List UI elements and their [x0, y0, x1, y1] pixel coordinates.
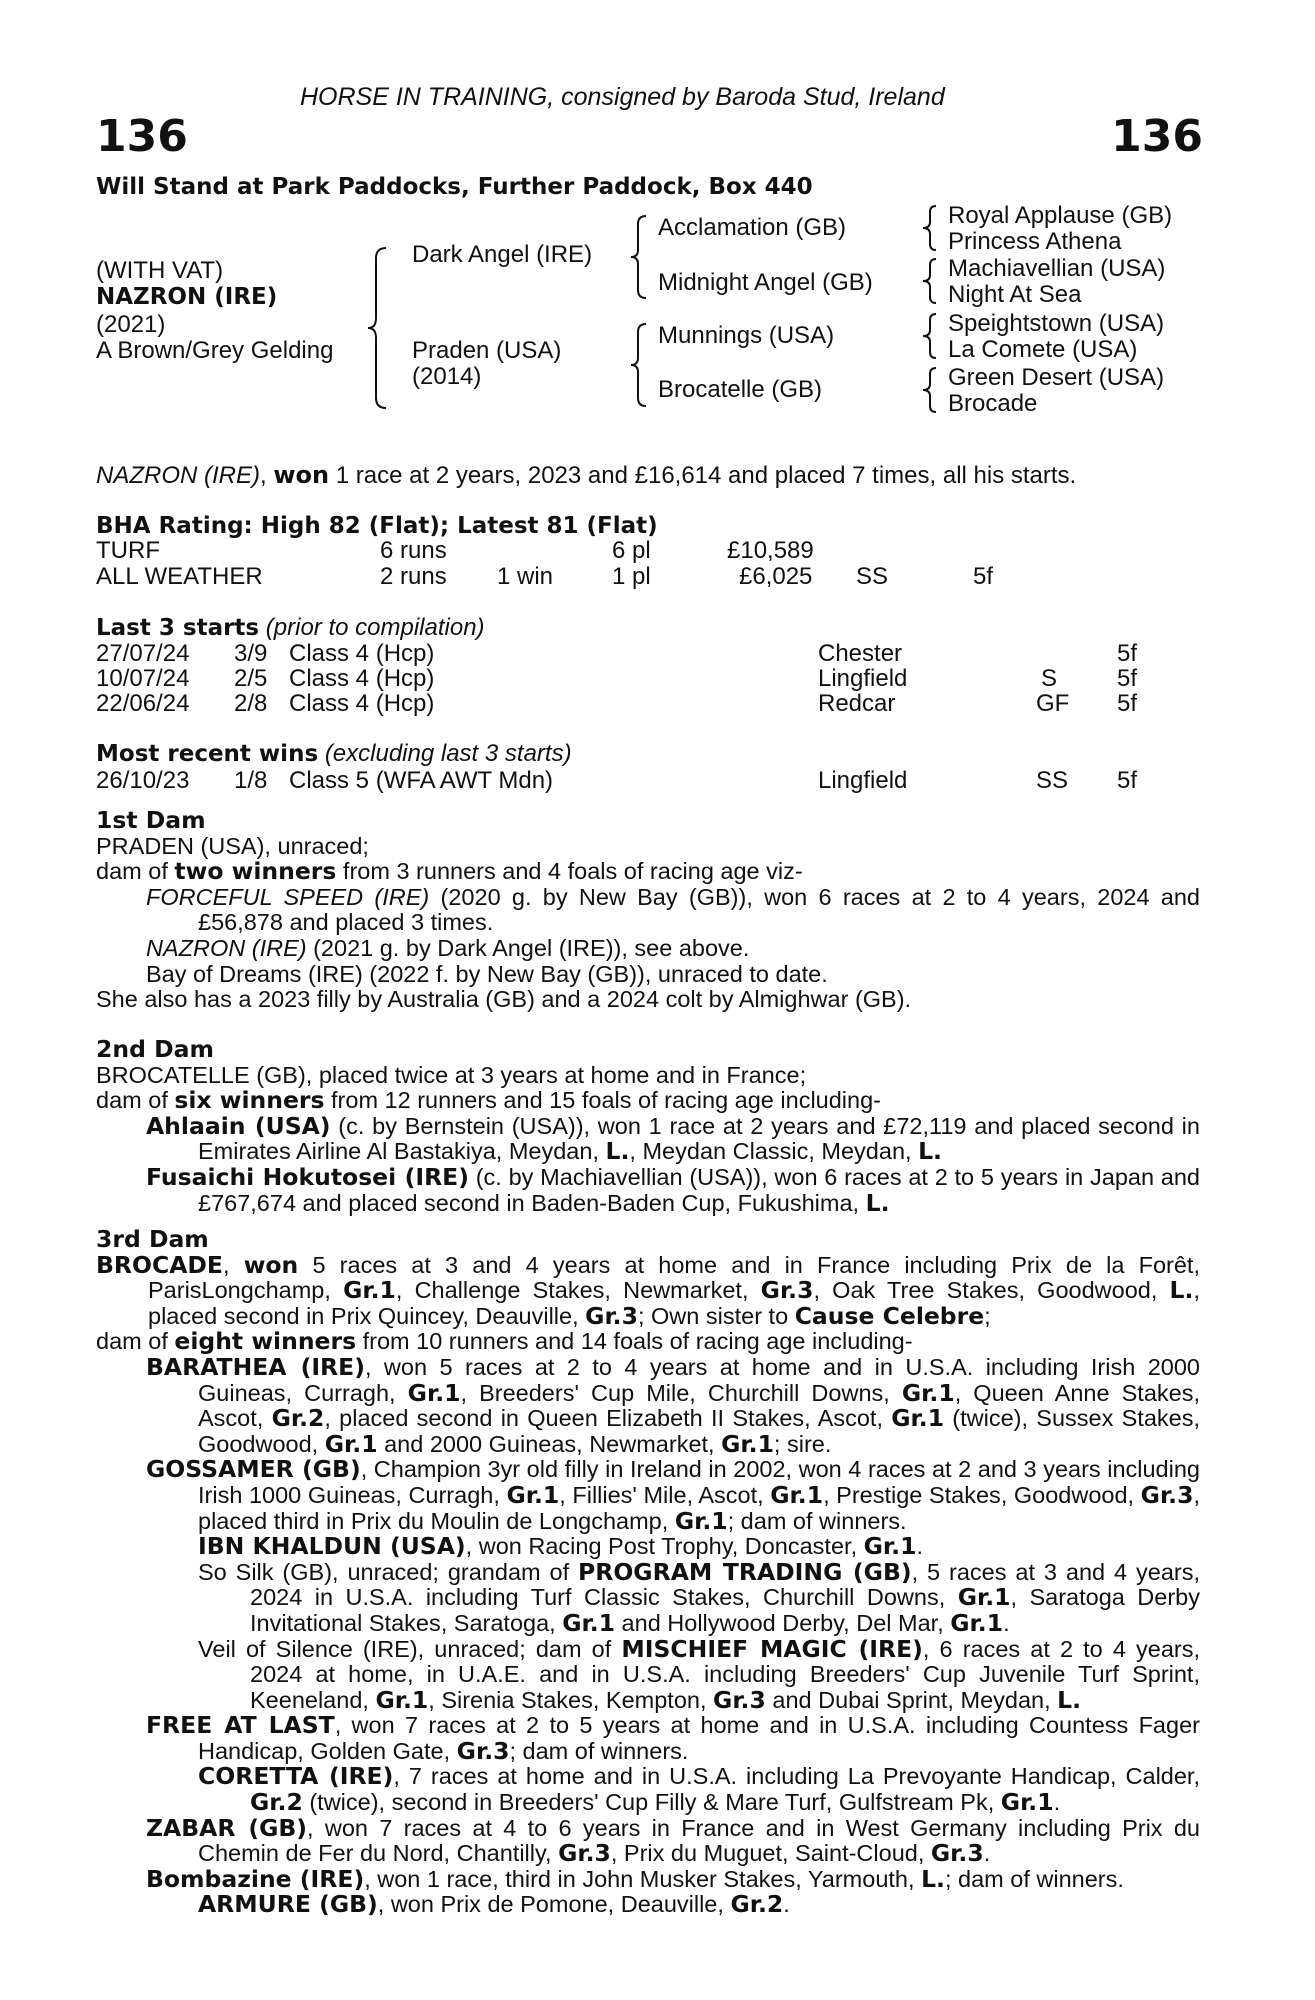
start-going: GF — [1036, 690, 1070, 717]
start-date: 10/07/24 — [96, 665, 190, 692]
pedigree-brace-gen4-4 — [920, 365, 940, 415]
third-dam-grand-progeny: Veil of Silence (IRE), unraced; dam of MISCHIEF MAGIC (IRE), 6 races at 2 to 4 years, 2024 at home, in U.A.E. and in U.S.A. including Breeders' Cup Juvenile Turf Sprint, Keeneland, Gr.1, Sirenia Stakes, Kempton, Gr.3 and Dubai Sprint, Meydan, L. — [198, 1634, 1200, 1714]
third-dam-progeny: GOSSAMER (GB), Champion 3yr old filly in Ireland in 2002, won 4 races at 2 and 3 years including Irish 1000 Guineas, Curragh, Gr.1, Fillies' Mile, Ascot, Gr.1, Prestige Stakes, Goodwood, Gr.3, placed third in Prix du Moulin de Longchamp, Gr.1; dam of winners. — [146, 1455, 1200, 1535]
horse-description: A Brown/Grey Gelding — [96, 337, 334, 364]
pedigree-dam-year: (2014) — [412, 363, 482, 390]
pedigree-dam-sire: Munnings (USA) — [658, 322, 835, 349]
pedigree-dam-dam: Brocatelle (GB) — [658, 376, 823, 403]
pedigree-brace-gen4-1 — [920, 203, 940, 253]
rating-wins: 1 win — [497, 563, 554, 590]
second-dam-section — [96, 1037, 1200, 1216]
third-dam-section — [96, 1227, 1200, 1918]
first-dam-heading: 1st Dam — [96, 806, 206, 834]
pedigree-sire-dam: Midnight Angel (GB) — [658, 269, 873, 296]
lot-number-right: 136 — [1111, 111, 1203, 162]
start-course: Redcar — [818, 690, 896, 717]
summary-text: 1 race at 2 years, 2023 and £16,614 and placed 7 times, all his starts. — [329, 462, 1077, 489]
rating-placed: 1 pl — [612, 563, 651, 590]
stand-location: Will Stand at Park Paddocks, Further Paddock, Box 440 — [96, 174, 813, 200]
last3-title: Last 3 starts — [96, 615, 260, 641]
first-dam-line: PRADEN (USA), unraced; — [96, 832, 369, 859]
start-course: Chester — [818, 640, 903, 667]
race-summary: NAZRON (IRE), won 1 race at 2 years, 2023 and £16,614 and placed 7 times, all his starts. — [96, 461, 1077, 489]
third-dam-grand-progeny: CORETTA (IRE), 7 races at home and in U.S.A. including La Prevoyante Handicap, Calder, Gr.2 (twice), second in Breeders' Cup Filly & Mare Turf, Gulfstream Pk, Gr.1. — [198, 1762, 1200, 1817]
recent-wins-title: Most recent wins — [96, 741, 319, 767]
lot-number-left: 136 — [96, 111, 188, 162]
pedigree-gen4-1: Royal Applause (GB) — [948, 202, 1173, 229]
second-dam-progeny: Ahlaain (USA) (c. by Bernstein (USA)), won 1 race at 2 years and £72,119 and placed second in Emirates Airline Al Bastakiya, Meydan, L., Meydan Classic, Meydan, L. — [146, 1111, 1200, 1166]
rating-money: £10,589 — [727, 537, 814, 564]
third-dam-grand-progeny: So Silk (GB), unraced; grandam of PROGRAM TRADING (GB), 5 races at 3 and 4 years, 2024 in U.S.A. including Turf Classic Stakes, Churchill Downs, Gr.1, Saratoga Derby Invitational Stakes, Saratoga, Gr.1 and Hollywood Derby, Del Mar, Gr.1. — [198, 1557, 1200, 1637]
third-dam-progeny: FREE AT LAST, won 7 races at 2 to 5 years at home and in U.S.A. including Countess Fager Handicap, Golden Gate, Gr.3; dam of winners. — [146, 1711, 1200, 1765]
first-dam-section — [96, 808, 1200, 1013]
rating-runs: 6 runs — [380, 537, 447, 564]
first-dam-note: She also has a 2023 filly by Australia (GB) and a 2024 colt by Almighwar (GB). — [96, 986, 912, 1013]
pedigree-gen4-8: Brocade — [948, 390, 1038, 417]
recent-wins-heading — [96, 741, 572, 767]
start-distance: 5f — [1117, 690, 1138, 717]
third-dam-progeny: Bombazine (IRE), won 1 race, third in John Musker Stakes, Yarmouth, L.; dam of winners. — [146, 1864, 1124, 1893]
pedigree-gen4-3: Machiavellian (USA) — [948, 255, 1166, 282]
first-dam-progeny: NAZRON (IRE) (2021 g. by Dark Angel (IRE)), see above. — [146, 934, 750, 961]
third-dam-grand-progeny: ARMURE (GB), won Prix de Pomone, Deauville, Gr.2. — [198, 1890, 790, 1919]
second-dam-heading: 2nd Dam — [96, 1035, 214, 1063]
start-course: Lingfield — [818, 665, 908, 692]
start-date: 22/06/24 — [96, 690, 190, 717]
start-distance: 5f — [1117, 640, 1138, 667]
vat-note: (WITH VAT) — [96, 257, 224, 284]
horse-year: (2021) — [96, 311, 166, 338]
last3-heading — [96, 615, 485, 641]
rating-money: £6,025 — [739, 563, 813, 590]
start-race: Class 4 (Hcp) — [289, 665, 435, 692]
rating-going: SS — [856, 563, 889, 590]
pedigree-gen4-5: Speightstown (USA) — [948, 310, 1165, 337]
pedigree-gen4-2: Princess Athena — [948, 228, 1122, 255]
pedigree-brace-gen4-3 — [920, 311, 940, 361]
win-position: 1/8 — [234, 767, 268, 794]
rating-surface: ALL WEATHER — [96, 563, 263, 590]
pedigree-sire: Dark Angel (IRE) — [412, 241, 593, 268]
summary-horse-name: NAZRON (IRE) — [96, 462, 260, 489]
win-distance: 5f — [1117, 767, 1138, 794]
pedigree-gen4-7: Green Desert (USA) — [948, 364, 1165, 391]
third-dam-grand-progeny: IBN KHALDUN (USA), won Racing Post Trophy, Doncaster, Gr.1. — [198, 1532, 923, 1561]
win-course: Lingfield — [818, 767, 908, 794]
consignor-line: HORSE IN TRAINING, consigned by Baroda Stud, Ireland — [300, 83, 945, 111]
pedigree-brace-dam — [628, 322, 652, 408]
start-position: 2/8 — [234, 690, 268, 717]
start-distance: 5f — [1117, 665, 1138, 692]
last3-note: (prior to compilation) — [265, 614, 485, 641]
third-dam-progeny: BARATHEA (IRE), won 5 races at 2 to 4 years at home and in U.S.A. including Irish 2000 Guineas, Curragh, Gr.1, Breeders' Cup Mile, Churchill Downs, Gr.1, Queen Anne Stakes, Ascot, Gr.2, placed second in Queen Elizabeth II Stakes, Ascot, Gr.1 (twice), Sussex Stakes, Goodwood, Gr.1 and 2000 Guineas, Newmarket, Gr.1; sire. — [146, 1352, 1200, 1458]
second-dam-produce-line: dam of six winners from 12 runners and 15 foals of racing age including- — [96, 1086, 881, 1115]
second-dam-line: BROCATELLE (GB), placed twice at 3 years at home and in France; — [96, 1061, 807, 1088]
rating-surface: TURF — [96, 537, 160, 564]
summary-won: won — [273, 461, 330, 489]
start-date: 27/07/24 — [96, 640, 190, 667]
pedigree-brace-gen4-2 — [920, 256, 940, 306]
third-dam-produce-line: dam of eight winners from 10 runners and 14 foals of racing age including- — [96, 1327, 913, 1356]
pedigree-dam: Praden (USA) — [412, 337, 562, 364]
third-dam-heading: 3rd Dam — [96, 1225, 209, 1253]
start-position: 3/9 — [234, 640, 268, 667]
start-race: Class 4 (Hcp) — [289, 690, 435, 717]
first-dam-produce-line: dam of two winners from 3 runners and 4 foals of racing age viz- — [96, 857, 803, 886]
win-race: Class 5 (WFA AWT Mdn) — [289, 767, 554, 794]
start-going: S — [1041, 665, 1058, 692]
third-dam-record: BROCADE, won 5 races at 3 and 4 years at home and in France including Prix de la Forêt, ParisLongchamp, Gr.1, Challenge Stakes, Newmarket, Gr.3, Oak Tree Stakes, Goodwood, L., placed second in Prix Quincey, Deauville, Gr.3; Own sister to Cause Celebre; — [96, 1250, 1200, 1330]
start-race: Class 4 (Hcp) — [289, 640, 435, 667]
rating-runs: 2 runs — [380, 563, 447, 590]
pedigree-gen4-4: Night At Sea — [948, 281, 1082, 308]
win-going: SS — [1036, 767, 1069, 794]
horse-name: NAZRON (IRE) — [96, 284, 278, 310]
first-dam-progeny: Bay of Dreams (IRE) (2022 f. by New Bay (GB)), unraced to date. — [146, 960, 828, 987]
pedigree-sire-sire: Acclamation (GB) — [658, 214, 847, 241]
third-dam-progeny: ZABAR (GB), won 7 races at 4 to 6 years in France and in West Germany including Prix du Chemin de Fer du Nord, Chantilly, Gr.3, Prix du Muguet, Saint-Cloud, Gr.3. — [146, 1813, 1200, 1868]
pedigree-brace-sire — [628, 214, 652, 300]
pedigree-brace-main — [366, 246, 396, 410]
rating-placed: 6 pl — [612, 537, 651, 564]
start-position: 2/5 — [234, 665, 268, 692]
rating-distance: 5f — [973, 563, 994, 590]
recent-wins-note: (excluding last 3 starts) — [324, 740, 572, 767]
second-dam-progeny: Fusaichi Hokutosei (IRE) (c. by Machiavellian (USA)), won 6 races at 2 to 5 years in Japan and £767,674 and placed second in Baden-Baden Cup, Fukushima, L. — [146, 1162, 1200, 1217]
rating-heading: BHA Rating: High 82 (Flat); Latest 81 (Flat) — [96, 513, 658, 539]
first-dam-progeny: FORCEFUL SPEED (IRE) (2020 g. by New Bay (GB)), won 6 races at 2 to 4 years, 2024 and £56,878 and placed 3 times. — [146, 883, 1200, 936]
win-date: 26/10/23 — [96, 767, 190, 794]
pedigree-gen4-6: La Comete (USA) — [948, 336, 1138, 363]
